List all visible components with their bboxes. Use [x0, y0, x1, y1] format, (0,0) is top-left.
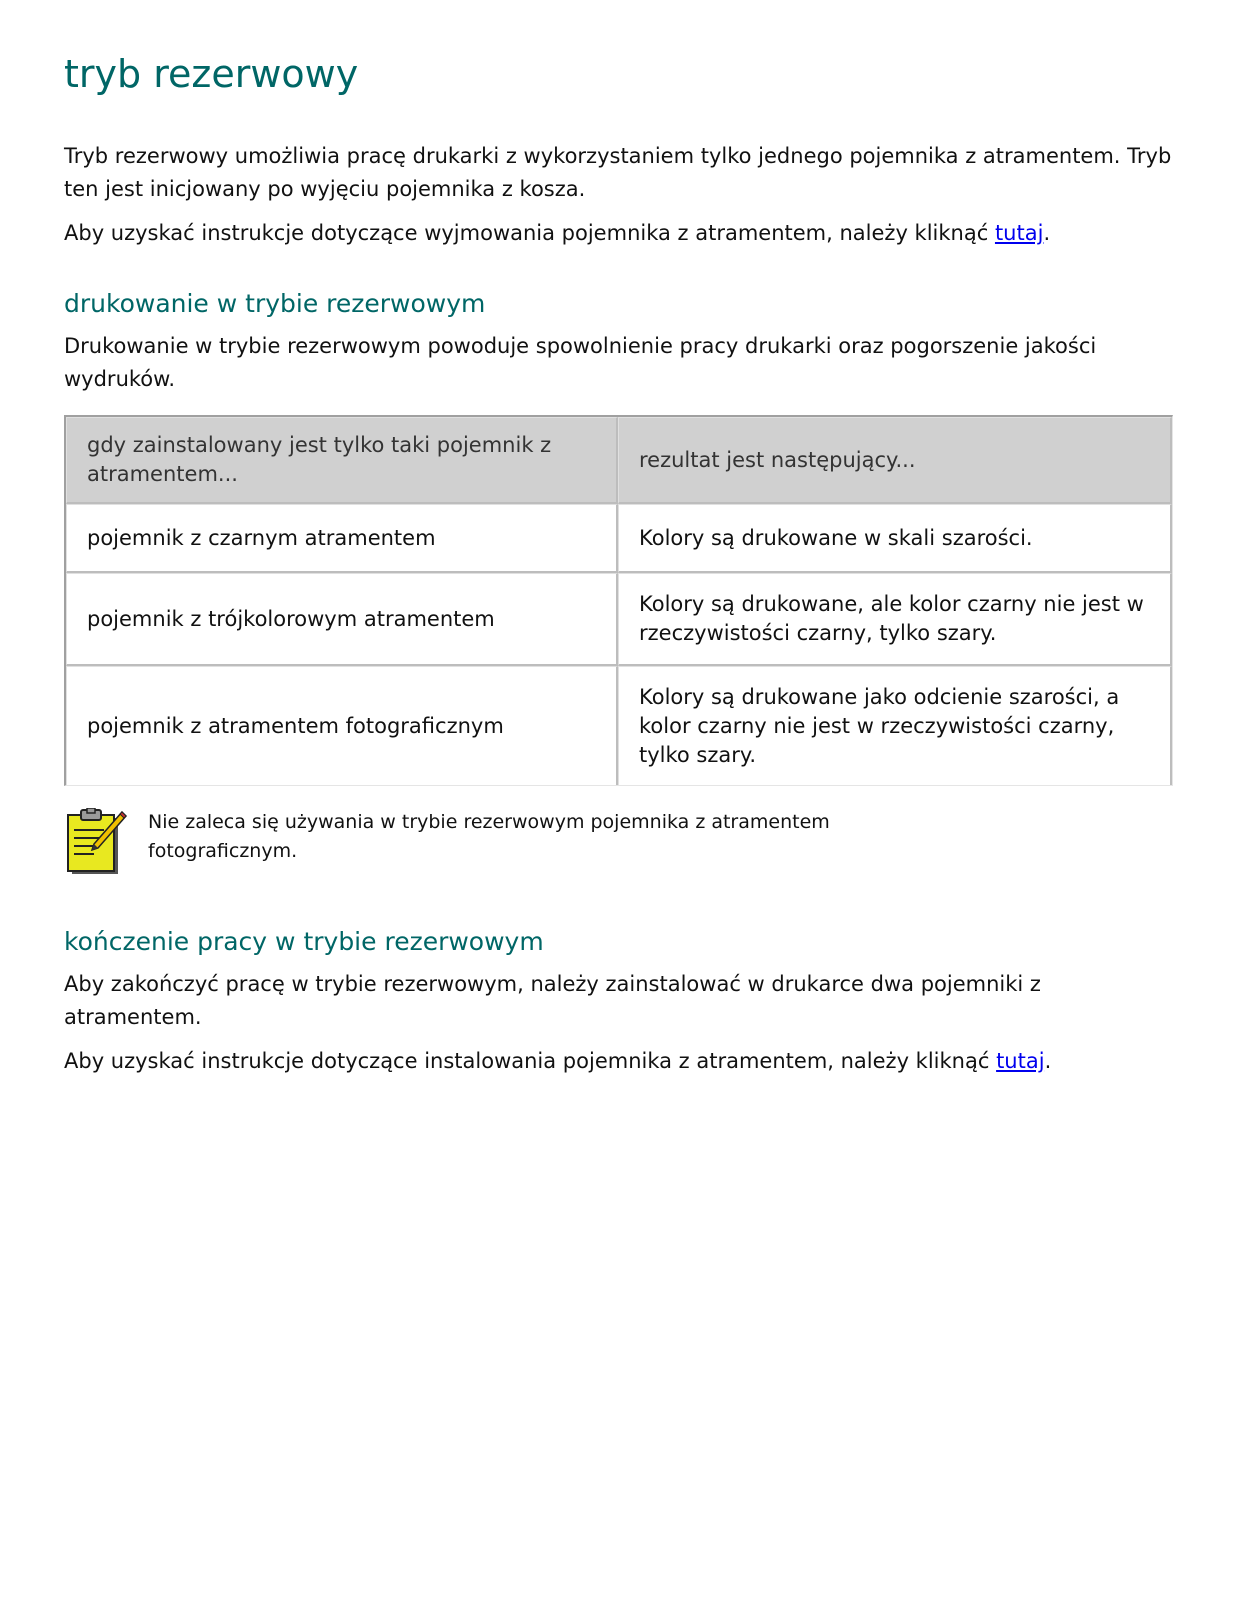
table-cell-cartridge: pojemnik z trójkolorowym atramentem [66, 573, 618, 666]
table-row [66, 573, 1172, 666]
end-link-text: Aby uzyskać instrukcje dotyczące instalowania pojemnika z atramentem, należy kliknąć [64, 1049, 997, 1073]
end-section-text: Aby zakończyć pracę w trybie rezerwowym, należy zainstalować w drukarce dwa pojemniki z atramentem. [64, 972, 1041, 1029]
table-header-result: rezultat jest następujący... [618, 417, 1172, 504]
note-box [64, 808, 1174, 876]
table-cell-result: Kolory są drukowane w skali szarości. [618, 504, 1172, 573]
table-cell-cartridge: pojemnik z atramentem fotograficznym [66, 666, 618, 785]
table-cell-cartridge: pojemnik z czarnym atramentem [66, 504, 618, 573]
remove-cartridge-link[interactable]: tutaj [994, 221, 1044, 245]
table-row [66, 504, 1172, 573]
reserve-mode-table [64, 415, 1173, 786]
install-cartridge-link[interactable]: tutaj [996, 1049, 1045, 1073]
end-link-end: . [1044, 1049, 1052, 1073]
print-section-heading: drukowanie w trybie rezerwowym [64, 289, 486, 318]
table-cell-result: Kolory są drukowane jako odcienie szarości, a kolor czarny nie jest w rzeczywistości czarny, tylko szary. [618, 666, 1172, 785]
intro-link-paragraph [64, 217, 1174, 250]
end-section-heading: kończenie pracy w trybie rezerwowym [64, 927, 544, 956]
table-row [66, 666, 1172, 785]
table-header-row [66, 417, 1172, 504]
intro-paragraph: Tryb rezerwowy umożliwia pracę drukarki z wykorzystaniem tylko jednego pojemnika z atramentem. Tryb ten jest inicjowany po wyjęciu pojemnika z kosza. [64, 144, 1172, 201]
intro-section [64, 140, 1174, 250]
end-link-paragraph [64, 1045, 1174, 1078]
end-section [64, 924, 1174, 1078]
note-text: Nie zaleca się używania w trybie rezerwowym pojemnika z atramentem fotograficznym. [148, 811, 830, 862]
intro-link-end: . [1043, 221, 1051, 245]
table-header-cartridge: gdy zainstalowany jest tylko taki pojemnik z atramentem... [66, 417, 618, 504]
table-cell-result: Kolory są drukowane, ale kolor czarny nie jest w rzeczywistości czarny, tylko szary. [618, 573, 1172, 666]
page-title: tryb rezerwowy [64, 52, 359, 96]
notepad-pencil-icon [64, 808, 128, 876]
document-page [64, 48, 1174, 1089]
intro-link-text: Aby uzyskać instrukcje dotyczące wyjmowania pojemnika z atramentem, należy kliknąć [64, 221, 995, 245]
print-section [64, 286, 1174, 396]
print-section-text: Drukowanie w trybie rezerwowym powoduje spowolnienie pracy drukarki oraz pogorszenie jakości wydruków. [64, 334, 1097, 391]
